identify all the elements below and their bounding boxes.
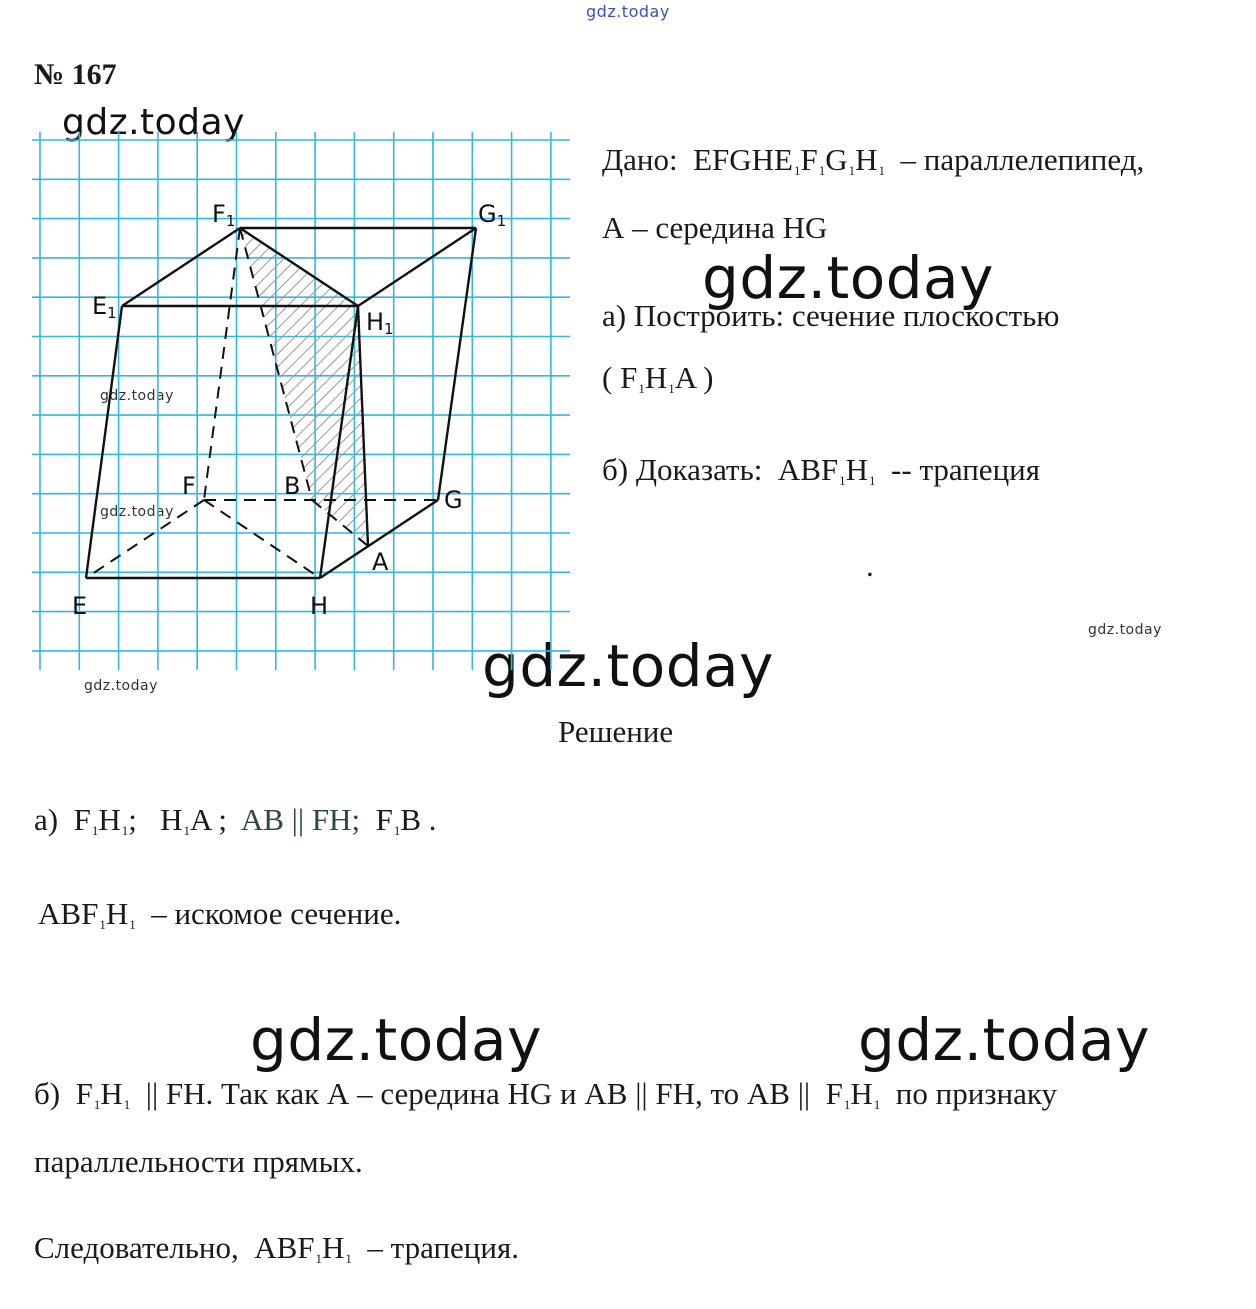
watermark-top: gdz.today [586, 2, 670, 21]
solution-b-line-1: б) $F_1H_1$ || FH. Так как А – середина HG и AB || FH, то AB || $F_1H_1$ по признаку [34, 1076, 1058, 1112]
label-H1: H1 [366, 308, 394, 338]
given-part-a-2: ( $F_1H_1A$ ) [602, 360, 714, 396]
watermark-bottom-left: gdz.today [250, 1006, 542, 1074]
given-line-2: А – середина HG [602, 210, 828, 245]
solution-b-line-2: параллельности прямых. [34, 1144, 363, 1179]
edge-E1E [86, 306, 122, 578]
label-H: H [310, 592, 329, 620]
label-G: G [444, 486, 463, 514]
watermark-diagram: gdz.today [62, 102, 245, 143]
watermark-bottom-right: gdz.today [858, 1006, 1150, 1074]
solution-title: Решение [558, 714, 674, 749]
stray-dot: . [866, 548, 874, 583]
watermark-small-1: gdz.today [100, 388, 174, 404]
section-hatch [240, 228, 368, 546]
edge-FH [204, 500, 320, 578]
label-G1: G1 [478, 200, 507, 230]
given-part-a-1: а) Построить: сечение плоскостью [602, 298, 1060, 333]
parallelepiped-diagram [30, 130, 570, 670]
watermark-given: gdz.today [702, 244, 994, 312]
edge-FE [86, 500, 204, 578]
task-number: № 167 [34, 58, 117, 91]
solution-a-line: а) $F_1H_1$; $H_1A$ ; AB || FH; $F_1B$ . [34, 802, 437, 838]
label-A: A [372, 548, 389, 576]
label-E: E [72, 592, 88, 620]
watermark-small-2: gdz.today [100, 504, 174, 520]
edge-G1G [438, 228, 476, 500]
given-line-1: Дано: $EFGHE_1F_1G_1H_1$ – параллелепипед, [602, 142, 1145, 178]
label-F: F [182, 472, 196, 500]
label-E1: E1 [92, 292, 117, 322]
watermark-small-3: gdz.today [1088, 622, 1162, 638]
conclusion-line: Следовательно, $ABF_1H_1$ – трапеция. [34, 1230, 519, 1266]
given-part-b: б) Доказать: $ABF_1H_1$ -- трапеция [602, 452, 1041, 488]
label-B: B [284, 472, 301, 500]
watermark-center: gdz.today [482, 632, 774, 700]
edge-F1E1 [122, 228, 240, 306]
label-F1: F1 [212, 200, 236, 230]
edge-F1F [204, 228, 240, 500]
solution-a-result: $ABF_1H_1$ – искомое сечение. [38, 896, 402, 932]
watermark-small-4: gdz.today [84, 678, 158, 694]
edge-G1H1 [358, 228, 476, 306]
